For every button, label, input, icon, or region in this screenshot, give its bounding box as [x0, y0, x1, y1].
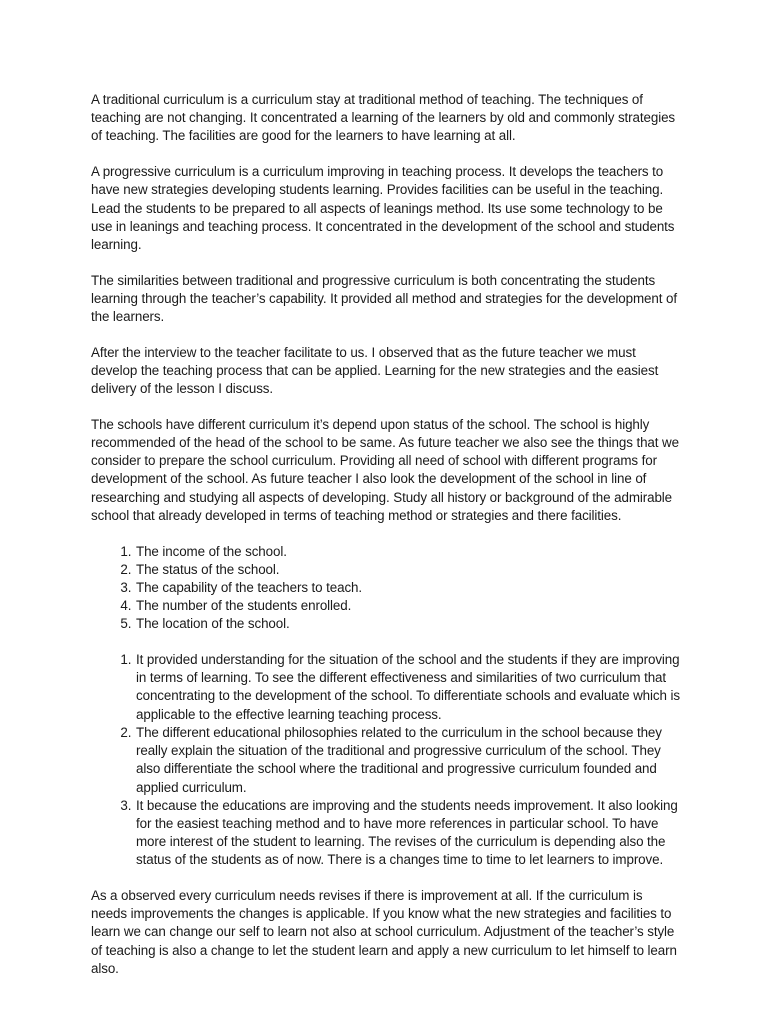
paragraph-interview: After the interview to the teacher facilitate to us. I observed that as the future teacher we must develop the teaching process that can be applied. Learning for the new strategies and the easiest delivery of the lesson I discuss. — [91, 344, 659, 397]
list-item: 3. It because the educations are improving and the students needs improvement. It also looking for the easiest teaching method and to have more references in particular school. To have more interest of the student to learning. The revises of the curriculum is depending also the status of the students as of now. There is a changes time to time to let learners to improve. — [135, 797, 681, 870]
list-item: 2. The status of the school. — [135, 561, 681, 579]
list-item: 1. It provided understanding for the situation of the school and the students if they are improving in terms of learning. To see the different effectiveness and similarities of two curriculum that concentrating to the development of the school. To differentiate schools and evaluate which is applicable to the effective learning teaching process. — [135, 651, 681, 724]
list-item: 4. The number of the students enrolled. — [135, 597, 681, 615]
paragraph-similarities: The similarities between traditional and progressive curriculum is both concentrating the students learning through the teacher’s capability. It provided all method and strategies for the development of the learners. — [91, 272, 677, 325]
paragraph-school-curriculum: The schools have different curriculum it’s depend upon status of the school. The school is highly recommended of the head of the school to be same. As future teacher we also see the things that we consider to prepare the school curriculum. Providing all need of school with different programs for development of the school. As future teacher I also look the development of the school in line of researching and studying all aspects of developing. Study all history or background of the admirable school that already developed in terms of teaching method or strategies and there facilities. — [91, 416, 679, 523]
list-item: 1. The income of the school. — [135, 543, 681, 561]
list-reasons — [91, 651, 681, 869]
list-item: 3. The capability of the teachers to teach. — [135, 579, 681, 597]
paragraph-conclusion: As a observed every curriculum needs revises if there is improvement at all. If the curriculum is needs improvements the changes is applicable. If you know what the new strategies and facilities to learn we can change our self to learn not also at school curriculum. Adjustment of the teacher’s style of teaching is also a change to let the student learn and apply a new curriculum to let himself to learn also. — [91, 888, 677, 976]
list-item: 5. The location of the school. — [135, 615, 681, 633]
list-school-factors — [91, 543, 681, 634]
list-item: 2. The different educational philosophies related to the curriculum in the school because they really explain the situation of the traditional and progressive curriculum of the school. They also differentiate the school where the traditional and progressive curriculum founded and applied curriculum. — [135, 724, 681, 797]
paragraph-progressive-curriculum: A progressive curriculum is a curriculum improving in teaching process. It develops the teachers to have new strategies developing students learning. Provides facilities can be useful in the teaching. Lead the students to be prepared to all aspects of leanings method. Its use some technology to be use in leanings and teaching process. It concentrated in the development of the school and students learning. — [91, 164, 675, 252]
paragraph-traditional-curriculum: A traditional curriculum is a curriculum stay at traditional method of teaching. The techniques of teaching are not changing. It concentrated a learning of the learners by old and commonly strategies of teaching. The facilities are good for the learners to have learning at all. — [91, 92, 676, 144]
document-body — [91, 91, 681, 996]
